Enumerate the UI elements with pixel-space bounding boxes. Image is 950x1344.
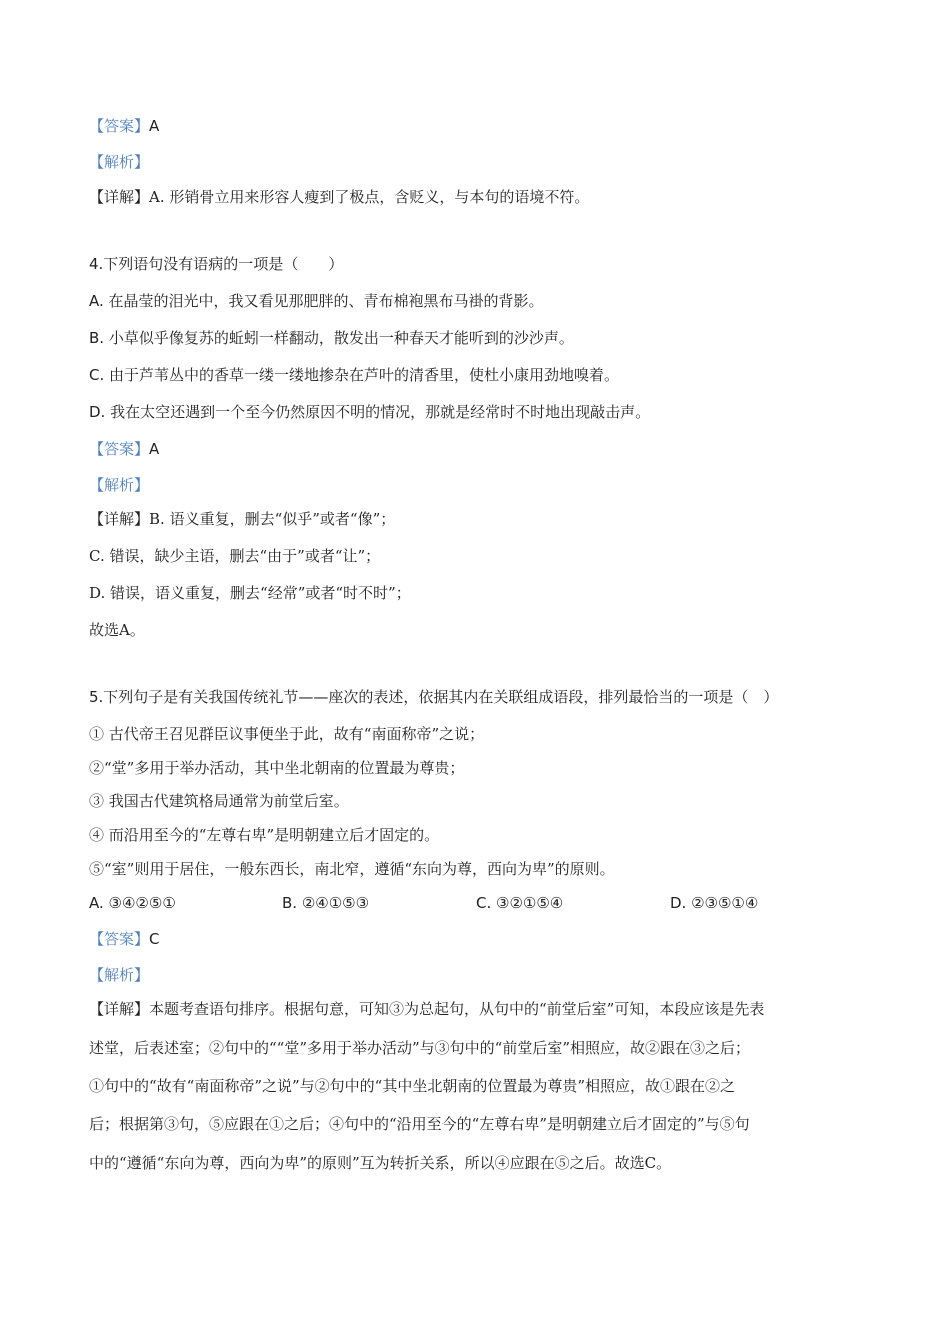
answer-tag: 【答案】 (89, 440, 150, 458)
answer-value: A (149, 117, 160, 135)
q4-option-a: A. 在晶莹的泪光中，我又看见那肥胖的、青布棉袍黑布马褂的背影。 (89, 292, 544, 310)
detail-text: B. 语义重复，删去“似乎”或者“像”； (149, 510, 396, 528)
q5-detail-line-4: 后；根据第③句，⑤应跟在①之后；④句中的“沿用至今的“左尊右卑”是明朝建立后才固定的”与⑤句 (89, 1115, 750, 1133)
q5-choice-a: A. ③④②⑤① (89, 894, 176, 912)
q4-option-b: B. 小草似乎像复苏的蚯蚓一样翻动，散发出一种春天才能听到的沙沙声。 (89, 329, 574, 347)
q4-stem: 4.下列语句没有语病的一项是（ ） (89, 255, 344, 273)
q5-detail-line-3: ①句中的“故有“南面称帝”之说”与②句中的“其中坐北朝南的位置最为尊贵”相照应，故①跟在②之 (89, 1077, 736, 1095)
q3-answer-line (89, 116, 159, 136)
answer-tag: 【答案】 (89, 930, 150, 948)
q5-stem: 5.下列句子是有关我国传统礼节——座次的表述，依据其内在关联组成语段，排列最恰当的一项是（ ） (89, 688, 779, 706)
q3-analysis-tag: 【解析】 (89, 153, 150, 171)
q4-detail-line-2: C. 错误，缺少主语，删去“由于”或者“让”； (89, 547, 381, 565)
q4-detail-line-4: 故选A。 (89, 621, 145, 639)
detail-text: A. 形销骨立用来形容人瘦到了极点，含贬义，与本句的语境不符。 (149, 188, 590, 206)
q5-detail-line-5: 中的“遵循“东向为尊，西向为卑”的原则”互为转折关系，所以④应跟在⑤之后。故选C。 (89, 1154, 672, 1172)
detail-tag: 【详解】 (89, 188, 150, 206)
q5-detail-line-2: 述堂，后表述室；②句中的““堂”多用于举办活动”与③句中的“前堂后室”相照应，故②跟在③之后； (89, 1039, 751, 1057)
q4-detail-line-3: D. 错误，语义重复，删去“经常”或者“时不时”； (89, 584, 411, 602)
detail-text: 本题考查语句排序。根据句意，可知③为总起句，从句中的“前堂后室”可知，本段应该是先表 (149, 1000, 765, 1018)
q5-choice-b: B. ②④①⑤③ (282, 894, 370, 912)
detail-tag: 【详解】 (89, 1000, 150, 1018)
q4-answer-line (89, 439, 159, 459)
q5-choice-c: C. ③②①⑤④ (476, 894, 564, 912)
q5-detail-line-1 (89, 999, 764, 1019)
q4-option-d: D. 我在太空还遇到一个至今仍然原因不明的情况，那就是经常时不时地出现敲击声。 (89, 403, 651, 421)
q5-analysis-tag: 【解析】 (89, 966, 150, 984)
q3-detail-line (89, 187, 589, 207)
answer-value: A (149, 440, 160, 458)
q5-answer-line (89, 929, 160, 949)
q5-sentence-4: ④ 而沿用至今的“左尊右卑”是明朝建立后才固定的。 (89, 826, 440, 844)
answer-value: C (149, 930, 160, 948)
q5-sentence-1: ① 古代帝王召见群臣议事便坐于此，故有“南面称帝”之说； (89, 725, 485, 743)
q5-choice-d: D. ②③⑤①④ (670, 894, 759, 912)
q5-sentence-5: ⑤“室”则用于居住，一般东西长，南北窄，遵循“东向为尊，西向为卑”的原则。 (89, 860, 615, 878)
q5-sentence-2: ②“堂”多用于举办活动，其中坐北朝南的位置最为尊贵； (89, 759, 465, 777)
q5-sentence-3: ③ 我国古代建筑格局通常为前堂后室。 (89, 792, 349, 810)
answer-tag: 【答案】 (89, 117, 150, 135)
q4-analysis-tag: 【解析】 (89, 476, 150, 494)
detail-tag: 【详解】 (89, 510, 150, 528)
q4-detail-line-1 (89, 509, 395, 529)
q4-option-c: C. 由于芦苇丛中的香草一缕一缕地掺杂在芦叶的清香里，使杜小康用劲地嗅着。 (89, 366, 620, 384)
